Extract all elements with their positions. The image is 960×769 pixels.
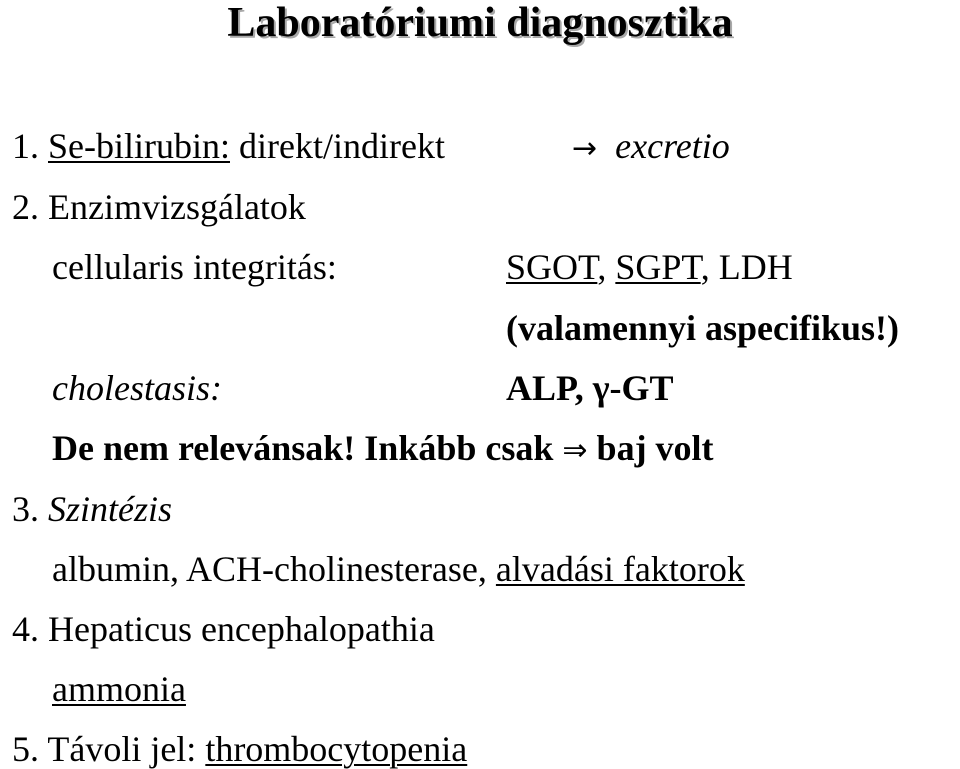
relevance-remark	[52, 428, 714, 471]
item-1-label: Se-bilirubin:	[48, 126, 230, 166]
coagulation-factors: alvadási faktorok	[495, 549, 745, 589]
item-1-line	[12, 126, 445, 166]
aspecific-note: (valamennyi aspecifikus!)	[506, 308, 900, 348]
item-1-number: 1.	[12, 126, 48, 166]
item-5-line	[12, 729, 467, 769]
item-3-title: Szintézis	[48, 489, 173, 529]
item-1-excretion	[572, 126, 730, 169]
item-1-note: excretio	[615, 126, 730, 166]
item-4-heading: 4. Hepaticus encephalopathia	[12, 609, 435, 649]
sgpt-value: SGPT	[615, 247, 701, 287]
ldh-value: , LDH	[700, 247, 793, 287]
item-3-number: 3.	[12, 489, 48, 529]
item-2-heading: 2. Enzimvizsgálatok	[12, 187, 306, 227]
right-arrow-icon: →	[572, 131, 598, 166]
synthesis-list: albumin, ACH-cholinesterase,	[52, 549, 496, 589]
remark-text-a: De nem relevánsak! Inkább csak	[52, 428, 563, 468]
integrity-values	[506, 247, 793, 287]
remark-text-b: baj volt	[587, 428, 714, 468]
slide-title: Laboratóriumi diagnosztika	[227, 0, 733, 46]
ammonia-text: ammonia	[52, 669, 186, 709]
cholestasis-label: cholestasis:	[52, 368, 222, 408]
item-5-prefix: 5. Távoli jel:	[12, 729, 206, 769]
item-3-text	[52, 549, 745, 589]
item-3-heading	[12, 489, 172, 529]
item-1-text: direkt/indirekt	[230, 126, 445, 166]
cholestasis-value: ALP, γ-GT	[506, 368, 674, 408]
double-right-arrow-icon: ⇒	[562, 433, 588, 468]
integrity-label: cellularis integritás:	[52, 247, 337, 287]
sgot-sep: ,	[597, 247, 616, 287]
sgot-value: SGOT	[506, 247, 598, 287]
thrombocytopenia-text: thrombocytopenia	[205, 729, 468, 769]
